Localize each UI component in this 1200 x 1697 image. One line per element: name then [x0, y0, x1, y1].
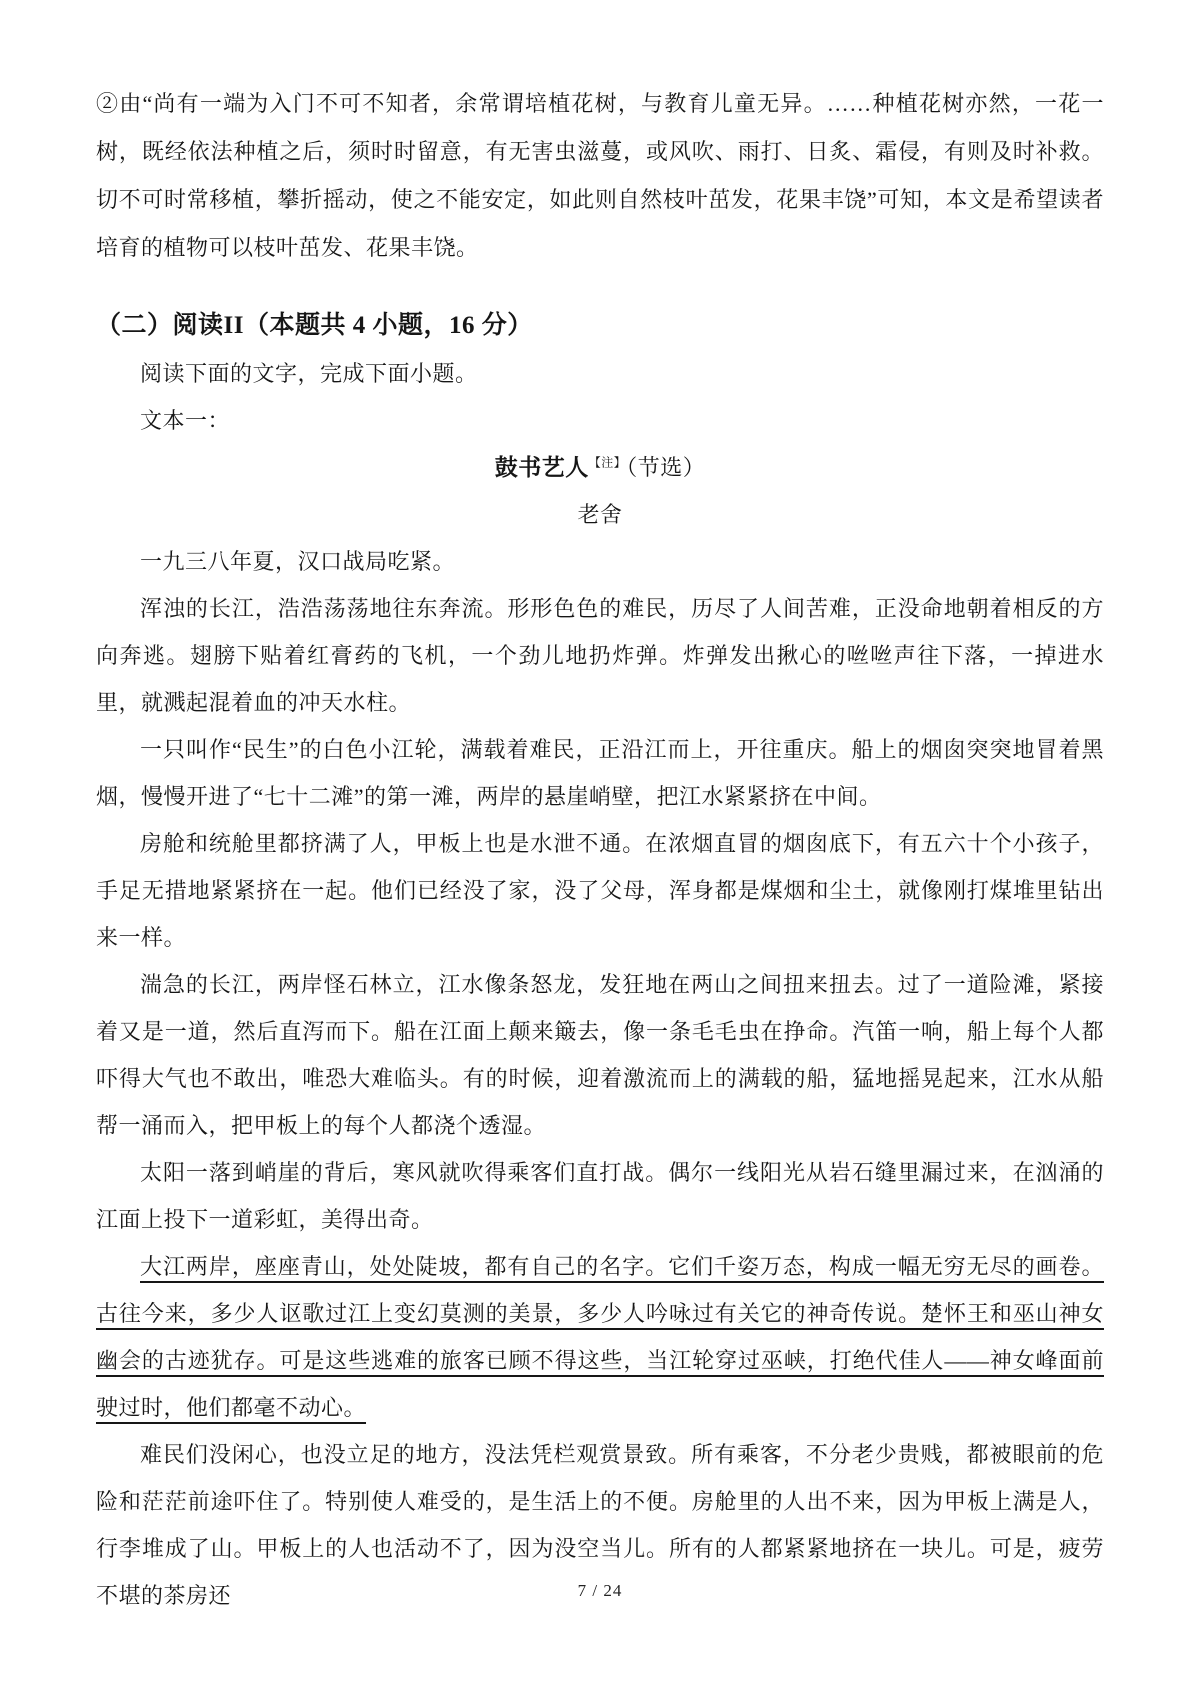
- story-title-suffix: （节选）: [626, 455, 706, 480]
- story-author: 老舍: [577, 502, 623, 527]
- story-title: 鼓书艺人: [494, 455, 589, 480]
- page-number: 7 / 24: [577, 1581, 623, 1600]
- section-heading: （二）阅读II（本题共 4 小题，16 分）: [96, 312, 533, 339]
- story-paragraph-7-underlined: 大江两岸，座座青山，处处陡坡，都有自己的名字。它们千姿万态，构成一幅无穷无尽的画卷。古往今来，多少人讴歌过江上变幻莫测的美景，多少人吟咏过有关它的神奇传说。楚怀王和巫山神女幽会的古迹犹存。可是这些逃难的旅客已顾不得这些，当江轮穿过巫峡，打绝代佳人——神女峰面前驶过时，他们都毫不动心。: [96, 1254, 1104, 1420]
- story-paragraph-2: 浑浊的长江，浩浩荡荡地往东奔流。形形色色的难民，历尽了人间苦难，正没命地朝着相反的方向奔逃。翅膀下贴着红膏药的飞机，一个劲儿地扔炸弹。炸弹发出揪心的咝咝声往下落，一掉进水里，就溅起混着血的冲天水柱。: [96, 596, 1104, 715]
- reading-instruction: 阅读下面的文字，完成下面小题。: [140, 361, 478, 386]
- story-title-note-marker: 【注】: [588, 455, 627, 470]
- story-paragraph-4: 房舱和统舱里都挤满了人，甲板上也是水泄不通。在浓烟直冒的烟囱底下，有五六十个小孩子，手足无措地紧紧挤在一起。他们已经没了家，没了父母，浑身都是煤烟和尘土，就像刚打煤堆里钻出来一样。: [96, 831, 1104, 950]
- story-paragraph-1: 一九三八年夏，汉口战局吃紧。: [140, 549, 456, 574]
- story-paragraph-6: 太阳一落到峭崖的背后，寒风就吹得乘客们直打战。偶尔一线阳光从岩石缝里漏过来，在汹涌的江面上投下一道彩虹，美得出奇。: [96, 1160, 1104, 1232]
- story-title-line: [96, 444, 1104, 491]
- story-paragraph-5: 湍急的长江，两岸怪石林立，江水像条怒龙，发狂地在两山之间扭来扭去。过了一道险滩，紧接着又是一道，然后直泻而下。船在江面上颠来簸去，像一条毛毛虫在挣命。汽笛一响，船上每个人都吓得大气也不敢出，唯恐大难临头。有的时候，迎着激流而上的满载的船，猛地摇晃起来，江水从船帮一涌而入，把甲板上的每个人都浇个透湿。: [96, 972, 1104, 1138]
- answer-explanation-paragraph: ②由“尚有一端为入门不可不知者，余常谓培植花树，与教育儿童无异。……种植花树亦然，一花一树，既经依法种植之后，须时时留意，有无害虫滋蔓，或风吹、雨打、日炙、霜侵，有则及时补救。切不可时常移植，攀折摇动，使之不能安定，如此则自然枝叶茁发，花果丰饶”可知，本文是希望读者培育的植物可以枝叶茁发、花果丰饶。: [96, 91, 1104, 260]
- story-paragraph-8: 难民们没闲心，也没立足的地方，没法凭栏观赏景致。所有乘客，不分老少贵贱，都被眼前的危险和茫茫前途吓住了。特别使人难受的，是生活上的不便。房舱里的人出不来，因为甲板上满是人，行李堆成了山。甲板上的人也活动不了，因为没空当儿。所有的人都紧紧地挤在一块儿。可是，疲劳不堪的茶房还: [96, 1442, 1104, 1608]
- story-paragraph-3: 一只叫作“民生”的白色小江轮，满载着难民，正沿江而上，开往重庆。船上的烟囱突突地冒着黑烟，慢慢开进了“七十二滩”的第一滩，两岸的悬崖峭壁，把江水紧紧挤在中间。: [96, 737, 1104, 809]
- text-one-label: 文本一：: [140, 408, 231, 433]
